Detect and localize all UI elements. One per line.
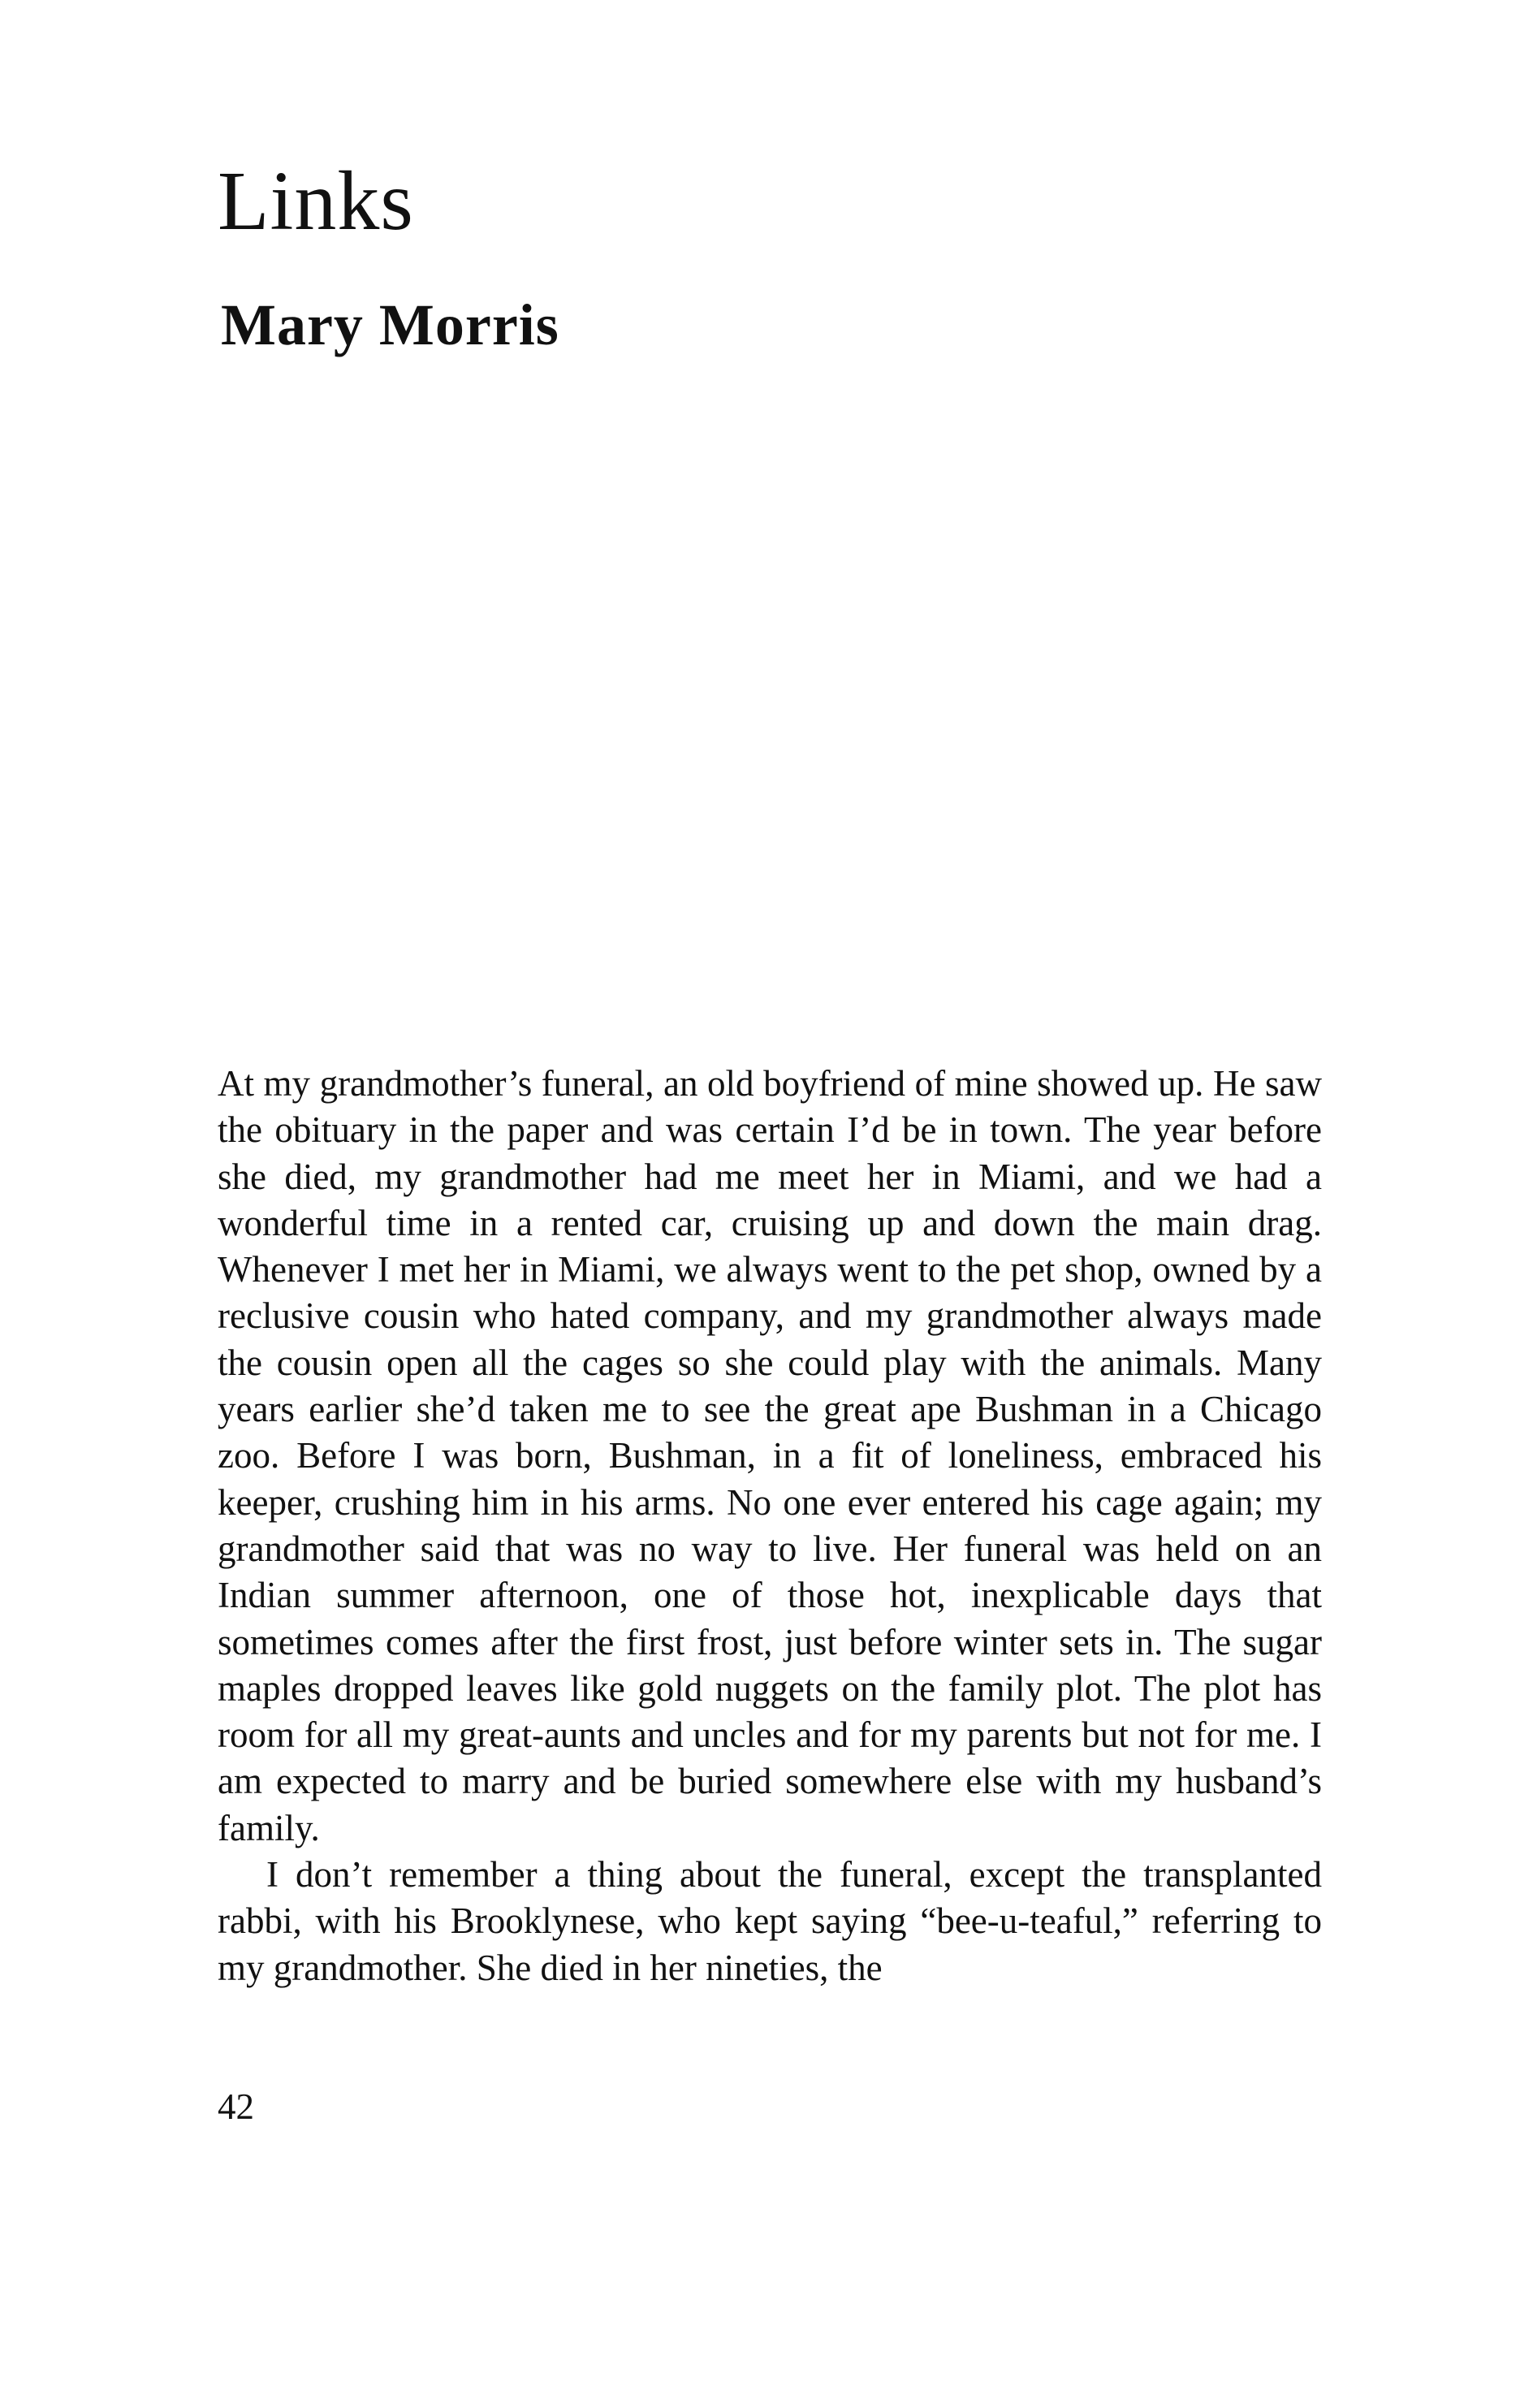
page-number: 42: [218, 2086, 254, 2127]
body-text: [218, 1061, 1322, 1991]
paragraph: At my grandmother’s funeral, an old boyfriend of mine showed up. He saw the obituary in the paper and was certain I’d be in town. The year before she died, my grandmother had me meet her in Miami, and we had a wonderful time in a rented car, cruising up and down the main drag. Whenever I met her in Miami, we always went to the pet shop, owned by a reclusive cousin who hated company, and my grandmother always made the cousin open all the cages so she could play with the animals. Many years earlier she’d taken me to see the great ape Bushman in a Chicago zoo. Before I was born, Bushman, in a fit of loneliness, embraced his keeper, crushing him in his arms. No one ever entered his cage again; my grandmother said that was no way to live. Her funeral was held on an Indian summer afternoon, one of those hot, inexplicable days that sometimes comes after the first frost, just before winter sets in. The sugar maples dropped leaves like gold nuggets on the family plot. The plot has room for all my great-aunts and uncles and for my parents but not for me. I am expected to marry and be buried somewhere else with my husband’s family.: [218, 1063, 1322, 1848]
paragraph: I don’t remember a thing about the funeral, except the transplanted rabbi, with his Brooklynese, who kept saying “bee-u-teaful,” referring to my grandmother. She died in her nineties, the: [218, 1854, 1322, 1988]
chapter-author: Mary Morris: [221, 292, 559, 357]
chapter-title: Links: [218, 154, 414, 248]
